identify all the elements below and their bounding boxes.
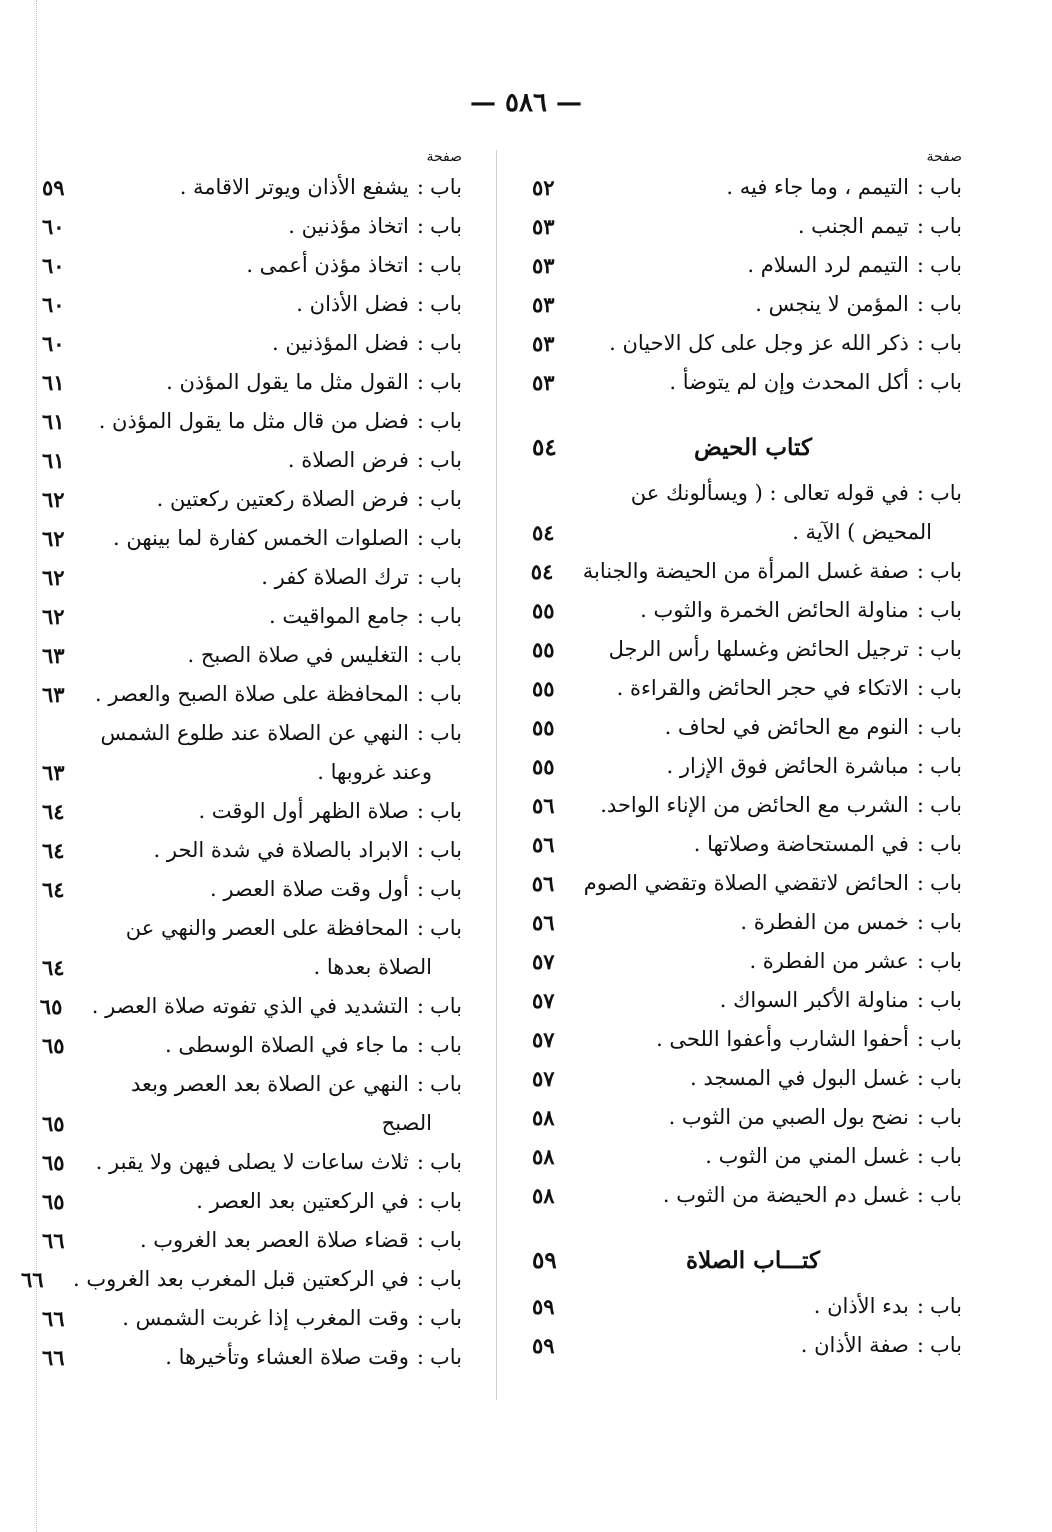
- bab-label: باب: [429, 448, 462, 472]
- column-divider: [496, 150, 497, 1400]
- label-separator: :: [916, 637, 924, 661]
- entry-page-number: ٦٤: [42, 955, 65, 980]
- toc-entry: [532, 981, 962, 1020]
- entry-title: تيمم الجنب .: [797, 214, 909, 238]
- bab-label: باب: [929, 793, 962, 817]
- label-separator: :: [916, 214, 924, 238]
- label-separator: :: [416, 253, 424, 277]
- label-separator: :: [916, 1105, 924, 1129]
- entry-title: مناولة الأكبر السواك .: [719, 988, 909, 1012]
- label-separator: :: [416, 643, 424, 667]
- bab-label: باب: [929, 292, 962, 316]
- label-separator: :: [416, 1072, 424, 1096]
- label-separator: :: [916, 292, 924, 316]
- entry-title: ما جاء في الصلاة الوسطى .: [165, 1033, 409, 1057]
- label-separator: :: [916, 793, 924, 817]
- entry-page-number: ٥٦: [532, 910, 555, 935]
- bab-label: باب: [429, 1033, 462, 1057]
- entry-title: ترجيل الحائض وغسلها رأس الرجل: [608, 637, 909, 661]
- page-number: — ٥٨٦ —: [469, 88, 583, 118]
- label-separator: :: [416, 1228, 424, 1252]
- bab-label: باب: [429, 175, 462, 199]
- entry-page-number: ٥٧: [532, 1027, 555, 1052]
- entry-page-number: ٥٧: [532, 949, 555, 974]
- label-separator: :: [916, 754, 924, 778]
- label-separator: :: [916, 1027, 924, 1051]
- entry-title: يشفع الأذان ويوتر الاقامة .: [179, 175, 409, 199]
- label-separator: :: [416, 565, 424, 589]
- bab-label: باب: [929, 253, 962, 277]
- bab-label: باب: [429, 409, 462, 433]
- entry-page-number: ٦١: [42, 370, 65, 395]
- label-separator: :: [916, 175, 924, 199]
- bab-label: باب: [429, 799, 462, 823]
- toc-entry: [532, 363, 962, 402]
- entry-title: الحائض لاتقضي الصلاة وتقضي الصوم: [583, 871, 909, 895]
- toc-entry: [42, 1065, 462, 1104]
- toc-entry: [532, 474, 962, 513]
- entry-page-number: ٥٥: [532, 754, 555, 779]
- entry-title: أحفوا الشارب وأعفوا اللحى .: [656, 1027, 909, 1051]
- bab-label: باب: [429, 331, 462, 355]
- toc-entry: [532, 207, 962, 246]
- bab-label: باب: [929, 214, 962, 238]
- toc-entry: [532, 786, 962, 825]
- entry-title: فضل الأذان .: [296, 292, 409, 316]
- entry-page-number: ٥٣: [532, 370, 555, 395]
- entry-page-number: ٥٨: [532, 1144, 555, 1169]
- entry-title: قضاء صلاة العصر بعد الغروب .: [139, 1228, 409, 1252]
- label-separator: :: [916, 559, 924, 583]
- entry-page-number: ٥٩: [42, 175, 65, 200]
- toc-entry: [532, 285, 962, 324]
- bab-label: باب: [429, 1072, 462, 1096]
- entry-title: صفة غسل المرأة من الحيضة والجنابة: [582, 559, 909, 583]
- entry-title: في الركعتين بعد العصر .: [196, 1189, 409, 1213]
- entry-title: المحافظة على العصر والنهي عن: [125, 916, 409, 940]
- toc-entry: [532, 708, 962, 747]
- toc-entry: [42, 558, 462, 597]
- label-separator: :: [916, 598, 924, 622]
- toc-entry: [42, 1221, 462, 1260]
- bab-label: باب: [929, 1333, 962, 1357]
- label-separator: :: [916, 1333, 924, 1357]
- entry-title: القول مثل ما يقول المؤذن .: [166, 370, 409, 394]
- entry-page-number: ٥٧: [532, 988, 555, 1013]
- bab-label: باب: [929, 1144, 962, 1168]
- toc-entry: [42, 1338, 462, 1377]
- entry-title: فضل من قال مثل ما يقول المؤذن .: [98, 409, 409, 433]
- toc-entry: [532, 942, 962, 981]
- bab-label: باب: [929, 832, 962, 856]
- section-gap: [532, 402, 962, 422]
- bab-label: باب: [429, 1189, 462, 1213]
- entry-title: في الركعتين قبل المغرب بعد الغروب .: [73, 1267, 409, 1291]
- entry-title: النهي عن الصلاة عند طلوع الشمس: [100, 721, 409, 745]
- entry-page-number: ٥٨: [532, 1183, 555, 1208]
- entry-title: التيمم لرد السلام .: [747, 253, 909, 277]
- toc-entry-continuation: [42, 1104, 462, 1143]
- bab-label: باب: [929, 481, 962, 505]
- entry-page-number: ٥٩: [532, 1333, 555, 1358]
- label-separator: :: [416, 1345, 424, 1369]
- entry-title: أول وقت صلاة العصر .: [209, 877, 409, 901]
- column-heading: صفحة: [426, 149, 462, 165]
- entry-page-number: ٦٥: [42, 1111, 65, 1136]
- entry-title: بدء الأذان .: [813, 1294, 909, 1318]
- label-separator: :: [416, 1306, 424, 1330]
- entry-page-number: ٥٣: [532, 292, 555, 317]
- entry-title: مباشرة الحائض فوق الإزار .: [666, 754, 909, 778]
- entry-title: التغليس في صلاة الصبح .: [187, 643, 409, 667]
- toc-entry: [42, 831, 462, 870]
- entry-title-continuation: الصلاة بعدها .: [313, 955, 432, 979]
- bab-label: باب: [929, 175, 962, 199]
- entry-page-number: ٦٦: [42, 1228, 65, 1253]
- toc-entry: [42, 792, 462, 831]
- toc-entry-continuation: [42, 948, 462, 987]
- entry-page-number: ٦٢: [42, 604, 65, 629]
- entry-page-number: ٥٥: [532, 598, 555, 623]
- entry-page-number: ٦٥: [42, 1150, 65, 1175]
- kitab-title: كتـــاب الصلاة: [686, 1247, 820, 1274]
- toc-entry: [532, 1059, 962, 1098]
- toc-entry: [42, 207, 462, 246]
- label-separator: :: [416, 409, 424, 433]
- toc-entry: [532, 630, 962, 669]
- toc-entry: [532, 1137, 962, 1176]
- entry-page-number: ٦٢: [42, 526, 65, 551]
- kitab-heading: [532, 422, 962, 474]
- entry-page-number: ٦١: [42, 409, 65, 434]
- kitab-title: كتاب الحيض: [694, 434, 812, 461]
- bab-label: باب: [929, 1027, 962, 1051]
- toc-entry: [42, 285, 462, 324]
- toc-entry: [532, 747, 962, 786]
- toc-entry: [532, 1098, 962, 1137]
- entry-page-number: ٦٠: [42, 214, 65, 239]
- entry-page-number: ٥٥: [532, 637, 555, 662]
- entry-page-number: ٦٣: [42, 682, 65, 707]
- entry-page-number: ٥٨: [532, 1105, 555, 1130]
- label-separator: :: [916, 988, 924, 1012]
- bab-label: باب: [929, 331, 962, 355]
- entry-title: غسل البول في المسجد .: [690, 1066, 909, 1090]
- toc-entry: [532, 591, 962, 630]
- entry-page-number: ٥٤: [530, 559, 554, 584]
- entry-title: غسل المني من الثوب .: [705, 1144, 909, 1168]
- bab-label: باب: [929, 1066, 962, 1090]
- toc-entry: [532, 825, 962, 864]
- toc-entry: [532, 1176, 962, 1215]
- label-separator: :: [916, 676, 924, 700]
- label-separator: :: [916, 481, 924, 505]
- bab-label: باب: [429, 370, 462, 394]
- entry-title: جامع المواقيت .: [269, 604, 409, 628]
- label-separator: :: [916, 331, 924, 355]
- toc-entry: [42, 441, 462, 480]
- label-separator: :: [416, 1267, 424, 1291]
- toc-entry: [42, 636, 462, 675]
- entry-title: اتخاذ مؤذن أعمى .: [246, 253, 409, 277]
- label-separator: :: [416, 799, 424, 823]
- bab-label: باب: [429, 994, 462, 1018]
- toc-entry: [42, 402, 462, 441]
- toc-entry: [42, 597, 462, 636]
- entry-title: النهي عن الصلاة بعد العصر وبعد: [130, 1072, 409, 1096]
- label-separator: :: [416, 682, 424, 706]
- toc-entry: [532, 1287, 962, 1326]
- toc-column-right: [532, 146, 962, 1365]
- bab-label: باب: [929, 637, 962, 661]
- entry-title: الصلوات الخمس كفارة لما بينهن .: [113, 526, 409, 550]
- label-separator: :: [416, 1189, 424, 1213]
- label-separator: :: [416, 721, 424, 745]
- label-separator: :: [916, 370, 924, 394]
- bab-label: باب: [429, 1345, 462, 1369]
- bab-label: باب: [429, 565, 462, 589]
- label-separator: :: [416, 604, 424, 628]
- toc-entry: [42, 1026, 462, 1065]
- entry-page-number: ٦٦: [21, 1267, 44, 1292]
- entry-page-number: ٦٥: [42, 1033, 65, 1058]
- label-separator: :: [416, 448, 424, 472]
- entry-page-number: ٦٢: [42, 487, 65, 512]
- toc-entry: [532, 246, 962, 285]
- entry-page-number: ٦٤: [42, 877, 65, 902]
- bab-label: باب: [929, 754, 962, 778]
- entry-title: خمس من الفطرة .: [740, 910, 909, 934]
- entry-title: مناولة الحائض الخمرة والثوب .: [640, 598, 909, 622]
- label-separator: :: [416, 1033, 424, 1057]
- entry-title-continuation: المحيض ) الآية .: [792, 520, 932, 544]
- kitab-heading: [532, 1235, 962, 1287]
- bab-label: باب: [429, 253, 462, 277]
- entry-page-number: ٦٣: [42, 760, 65, 785]
- entry-page-number: ٥٢: [532, 175, 555, 200]
- label-separator: :: [416, 994, 424, 1018]
- bab-label: باب: [929, 559, 962, 583]
- entry-page-number: ٦٠: [42, 331, 65, 356]
- toc-entry: [42, 519, 462, 558]
- entry-title: فرض الصلاة .: [287, 448, 409, 472]
- entry-page-number: ٥٣: [532, 253, 555, 278]
- label-separator: :: [416, 175, 424, 199]
- bab-label: باب: [929, 370, 962, 394]
- bab-label: باب: [429, 1267, 462, 1291]
- bab-label: باب: [429, 643, 462, 667]
- toc-entry: [532, 1326, 962, 1365]
- entry-page-number: ٦٥: [39, 994, 63, 1019]
- entry-title: الاتكاء في حجر الحائض والقراءة .: [616, 676, 909, 700]
- bab-label: باب: [429, 526, 462, 550]
- entry-title: الابراد بالصلاة في شدة الحر .: [153, 838, 409, 862]
- kitab-page-number: ٥٤: [532, 434, 557, 461]
- margin-guide-line: [36, 0, 37, 1532]
- toc-column-left: [21, 146, 462, 1377]
- bab-label: باب: [429, 214, 462, 238]
- entry-title: وقت صلاة العشاء وتأخيرها .: [165, 1345, 409, 1369]
- label-separator: :: [916, 1144, 924, 1168]
- toc-entry: [532, 552, 962, 591]
- bab-label: باب: [929, 1183, 962, 1207]
- entry-title: صفة الأذان .: [800, 1333, 909, 1357]
- label-separator: :: [416, 331, 424, 355]
- label-separator: :: [416, 214, 424, 238]
- toc-entry: [42, 168, 462, 207]
- bab-label: باب: [929, 676, 962, 700]
- bab-label: باب: [429, 877, 462, 901]
- bab-label: باب: [429, 838, 462, 862]
- entry-title: التيمم ، وما جاء فيه .: [726, 175, 909, 199]
- entry-page-number: ٥٧: [532, 1066, 555, 1091]
- bab-label: باب: [429, 487, 462, 511]
- entry-title: الشرب مع الحائض من الإناء الواحد.: [600, 793, 909, 817]
- bab-label: باب: [429, 721, 462, 745]
- toc-entry-continuation: [42, 753, 462, 792]
- toc-entry: [532, 864, 962, 903]
- toc-entry: [532, 324, 962, 363]
- bab-label: باب: [929, 1294, 962, 1318]
- kitab-page-number: ٥٩: [532, 1247, 557, 1274]
- entry-title: في قوله تعالى : ( ويسألونك عن: [630, 481, 909, 505]
- entry-page-number: ٦٤: [42, 799, 65, 824]
- bab-label: باب: [929, 715, 962, 739]
- label-separator: :: [416, 487, 424, 511]
- entry-title: ذكر الله عز وجل على كل الاحيان .: [609, 331, 909, 355]
- label-separator: :: [416, 838, 424, 862]
- toc-entry: [42, 480, 462, 519]
- bab-label: باب: [429, 1150, 462, 1174]
- entry-page-number: ٥٤: [532, 520, 555, 545]
- bab-label: باب: [429, 682, 462, 706]
- label-separator: :: [916, 1066, 924, 1090]
- entry-title: غسل دم الحيضة من الثوب .: [662, 1183, 909, 1207]
- toc-entry: [42, 1143, 462, 1182]
- label-separator: :: [916, 949, 924, 973]
- toc-entry: [42, 1182, 462, 1221]
- entry-title: صلاة الظهر أول الوقت .: [198, 799, 409, 823]
- entry-title: النوم مع الحائض في لحاف .: [664, 715, 909, 739]
- bab-label: باب: [929, 1105, 962, 1129]
- entry-page-number: ٦٥: [42, 1189, 65, 1214]
- entry-title: المحافظة على صلاة الصبح والعصر .: [95, 682, 409, 706]
- label-separator: :: [916, 715, 924, 739]
- section-gap: [532, 1215, 962, 1235]
- bab-label: باب: [929, 598, 962, 622]
- bab-label: باب: [429, 1306, 462, 1330]
- bab-label: باب: [429, 916, 462, 940]
- entry-page-number: ٥٣: [532, 331, 555, 356]
- entry-title: اتخاذ مؤذنين .: [288, 214, 409, 238]
- entry-page-number: ٥٦: [531, 871, 555, 896]
- toc-entry: [42, 363, 462, 402]
- entry-page-number: ٦٦: [42, 1345, 65, 1370]
- entry-page-number: ٦٤: [42, 838, 65, 863]
- label-separator: :: [416, 916, 424, 940]
- label-separator: :: [916, 1183, 924, 1207]
- toc-entry: [532, 168, 962, 207]
- entry-title-continuation: الصبح: [381, 1111, 432, 1135]
- label-separator: :: [916, 253, 924, 277]
- entry-title: في المستحاضة وصلاتها .: [693, 832, 909, 856]
- toc-entry: [532, 669, 962, 708]
- entry-page-number: ٥٩: [532, 1294, 555, 1319]
- column-heading: صفحة: [926, 149, 962, 165]
- label-separator: :: [916, 832, 924, 856]
- toc-entry: [21, 1260, 462, 1299]
- entry-page-number: ٥٥: [532, 715, 555, 740]
- entry-title-continuation: وعند غروبها .: [317, 760, 432, 784]
- toc-entry: [42, 1299, 462, 1338]
- toc-entry: [42, 870, 462, 909]
- entry-page-number: ٥٥: [532, 676, 555, 701]
- bab-label: باب: [929, 910, 962, 934]
- entry-title: ترك الصلاة كفر .: [261, 565, 409, 589]
- entry-page-number: ٦١: [42, 448, 65, 473]
- label-separator: :: [916, 910, 924, 934]
- label-separator: :: [416, 1150, 424, 1174]
- label-separator: :: [416, 877, 424, 901]
- entry-page-number: ٥٦: [532, 793, 555, 818]
- entry-page-number: ٦٣: [42, 643, 65, 668]
- toc-entry: [39, 987, 462, 1026]
- bab-label: باب: [429, 1228, 462, 1252]
- entry-title: وقت المغرب إذا غربت الشمس .: [122, 1306, 409, 1330]
- entry-page-number: ٦٢: [42, 565, 65, 590]
- toc-entry: [42, 246, 462, 285]
- entry-title: فرض الصلاة ركعتين ركعتين .: [156, 487, 409, 511]
- toc-entry-continuation: [532, 513, 962, 552]
- entry-title: أكل المحدث وإن لم يتوضأ .: [669, 370, 909, 394]
- toc-entry: [42, 324, 462, 363]
- label-separator: :: [916, 1294, 924, 1318]
- entry-title: المؤمن لا ينجس .: [755, 292, 909, 316]
- bab-label: باب: [429, 292, 462, 316]
- label-separator: :: [916, 871, 924, 895]
- bab-label: باب: [929, 949, 962, 973]
- label-separator: :: [416, 370, 424, 394]
- entry-page-number: ٦٠: [42, 292, 65, 317]
- entry-title: التشديد في الذي تفوته صلاة العصر .: [91, 994, 409, 1018]
- label-separator: :: [416, 292, 424, 316]
- toc-entry: [42, 714, 462, 753]
- bab-label: باب: [929, 988, 962, 1012]
- entry-title: نضح بول الصبي من الثوب .: [668, 1105, 909, 1129]
- entry-page-number: ٦٠: [42, 253, 65, 278]
- label-separator: :: [416, 526, 424, 550]
- entry-title: عشر من الفطرة .: [749, 949, 909, 973]
- toc-entry: [532, 1020, 962, 1059]
- entry-page-number: ٥٣: [532, 214, 555, 239]
- bab-label: باب: [429, 604, 462, 628]
- toc-entry: [42, 675, 462, 714]
- toc-entry: [532, 903, 962, 942]
- entry-page-number: ٥٦: [532, 832, 555, 857]
- bab-label: باب: [929, 871, 962, 895]
- entry-page-number: ٦٦: [42, 1306, 65, 1331]
- toc-entry: [42, 909, 462, 948]
- entry-title: ثلاث ساعات لا يصلى فيهن ولا يقبر .: [95, 1150, 409, 1174]
- entry-title: فضل المؤذنين .: [271, 331, 409, 355]
